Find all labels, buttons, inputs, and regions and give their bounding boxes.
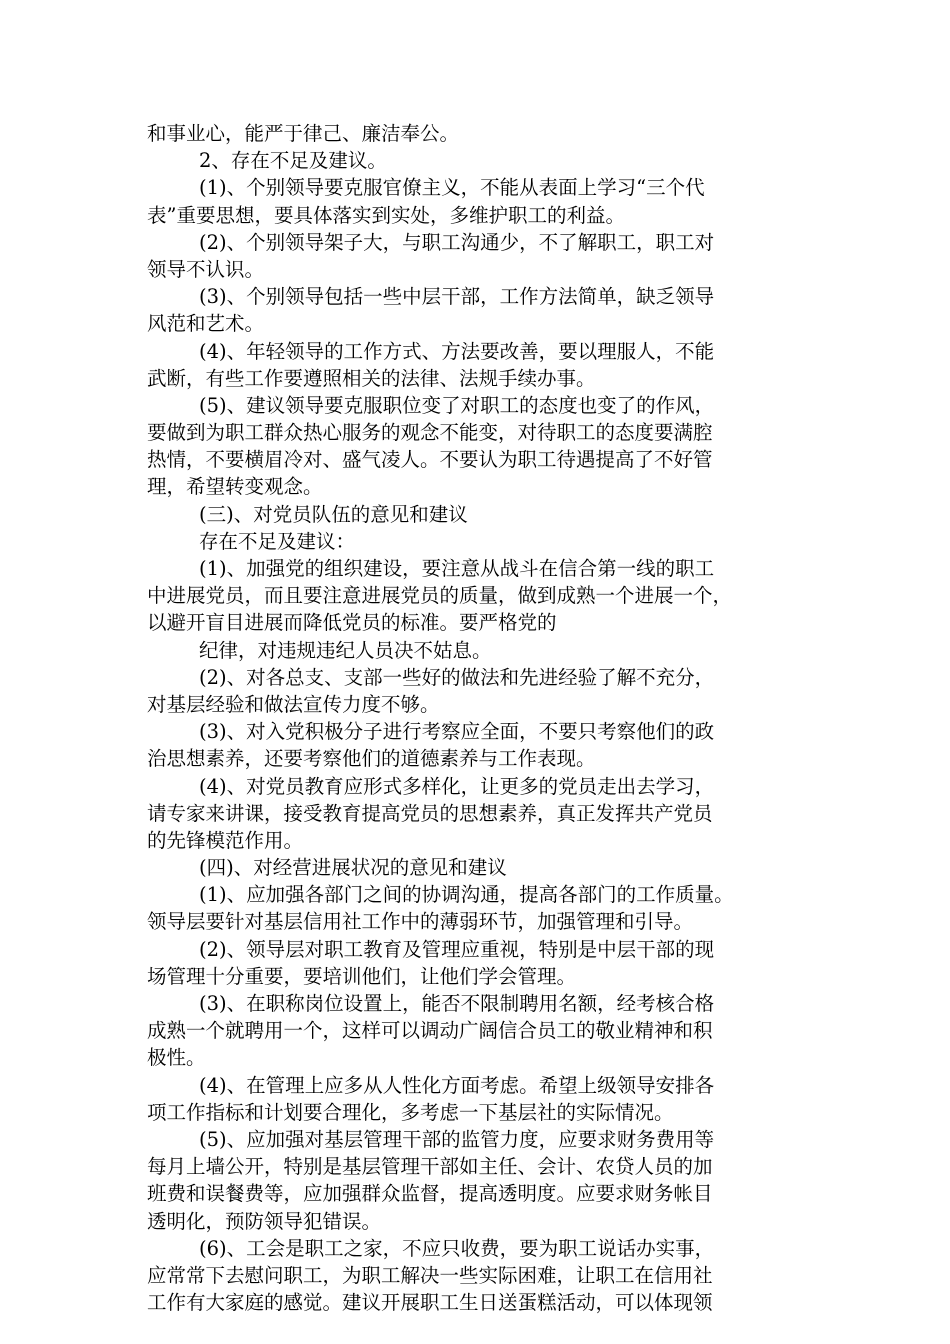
text-line: (2)、个别领导架子大，与职工沟通少，不了解职工，职工对 <box>199 230 715 254</box>
text-line: (2)、领导层对职工教育及管理应重视，特别是中层干部的现 <box>199 937 715 961</box>
text-line: 2、存在不足及建议。 <box>199 149 387 173</box>
text-line: (3)、对入党积极分子进行考察应全面，不要只考察他们的政 <box>199 720 715 744</box>
text-line: (4)、对党员教育应形式多样化，让更多的党员走出去学习， <box>199 774 715 798</box>
text-line: 存在不足及建议： <box>199 529 356 553</box>
text-line: 武断，有些工作要遵照相关的法律、法规手续办事。 <box>147 366 596 390</box>
text-line: 请专家来讲课，接受教育提高党员的思想素养，真正发挥共产党员 <box>147 801 713 825</box>
text-line: 极性。 <box>147 1046 206 1070</box>
text-line: (3)、个别领导包括一些中层干部，工作方法简单，缺乏领导 <box>199 285 715 309</box>
text-line: (4)、年轻领导的工作方式、方法要改善，要以理服人，不能 <box>199 339 715 363</box>
text-line: 风范和艺术。 <box>147 312 265 336</box>
text-line: 领导层要针对基层信用社工作中的薄弱环节，加强管理和引导。 <box>147 910 694 934</box>
text-line: (3)、在职称岗位设置上，能否不限制聘用名额，经考核合格 <box>199 992 715 1015</box>
text-line: (4)、在管理上应多从人性化方面考虑。希望上级领导安排各 <box>199 1073 715 1097</box>
text-line: 透明化，预防领导犯错误。 <box>147 1209 382 1233</box>
text-line: 的先锋模范作用。 <box>147 828 304 852</box>
text-line: 治思想素养，还要考察他们的道德素养与工作表现。 <box>147 747 596 771</box>
text-line: (三)、对党员队伍的意见和建议 <box>199 502 468 526</box>
text-line: 领导不认识。 <box>147 257 265 281</box>
text-line: (1)、应加强各部门之间的协调沟通，提高各部门的工作质量。 <box>199 883 734 907</box>
text-line: 纪律，对违规违纪人员决不姑息。 <box>199 638 492 662</box>
text-line: 项工作指标和计划要合理化，多考虑一下基层社的实际情况。 <box>147 1100 674 1124</box>
text-line: 中进展党员，而且要注意进展党员的质量，做到成熟一个进展一个， <box>147 584 733 608</box>
text-line: 工作有大家庭的感觉。建议开展职工生日送蛋糕活动，可以体现领 <box>147 1291 713 1315</box>
body-text <box>147 120 817 1316</box>
text-line: 和事业心，能严于律己、廉洁奉公。 <box>147 122 460 145</box>
text-line: (6)、工会是职工之家，不应只收费，要为职工说话办实事， <box>199 1236 715 1260</box>
text-line: 要做到为职工群众热心服务的观念不能变，对待职工的态度要满腔 <box>147 421 713 445</box>
text-line: 对基层经验和做法宣传力度不够。 <box>147 692 440 716</box>
text-line: (四)、对经营进展状况的意见和建议 <box>199 856 507 880</box>
text-line: 每月上墙公开，特别是基层管理干部如主任、会计、农贷人员的加 <box>147 1155 713 1179</box>
text-line: 班费和误餐费等，应加强群众监督，提高透明度。应要求财务帐目 <box>147 1182 713 1206</box>
text-line: 表”重要思想，要具体落实到实处，多维护职工的利益。 <box>147 203 625 227</box>
text-line: 应常常下去慰问职工，为职工解决一些实际困难，让职工在信用社 <box>147 1263 713 1287</box>
text-line: 热情，不要横眉冷对、盛气凌人。不要认为职工待遇提高了不好管 <box>147 448 713 472</box>
text-line: (1)、加强党的组织建设，要注意从战斗在信合第一线的职工 <box>199 557 715 580</box>
text-line: (5)、建议领导要克服职位变了对职工的态度也变了的作风， <box>199 393 715 417</box>
text-line: 理，希望转变观念。 <box>147 475 323 499</box>
text-line: (1)、个别领导要克服官僚主义，不能从表面上学习“三个代 <box>199 176 705 200</box>
text-line: 成熟一个就聘用一个，这样可以调动广阔信合员工的敬业精神和积 <box>147 1019 713 1043</box>
text-line: 场管理十分重要，要培训他们，让他们学会管理。 <box>147 964 577 988</box>
text-line: (5)、应加强对基层管理干部的监管力度，应要求财务费用等 <box>199 1127 715 1151</box>
text-line: (2)、对各总支、支部一些好的做法和先进经验了解不充分， <box>199 665 715 689</box>
text-line: 以避开盲目进展而降低党员的标准。要严格党的 <box>147 611 557 635</box>
